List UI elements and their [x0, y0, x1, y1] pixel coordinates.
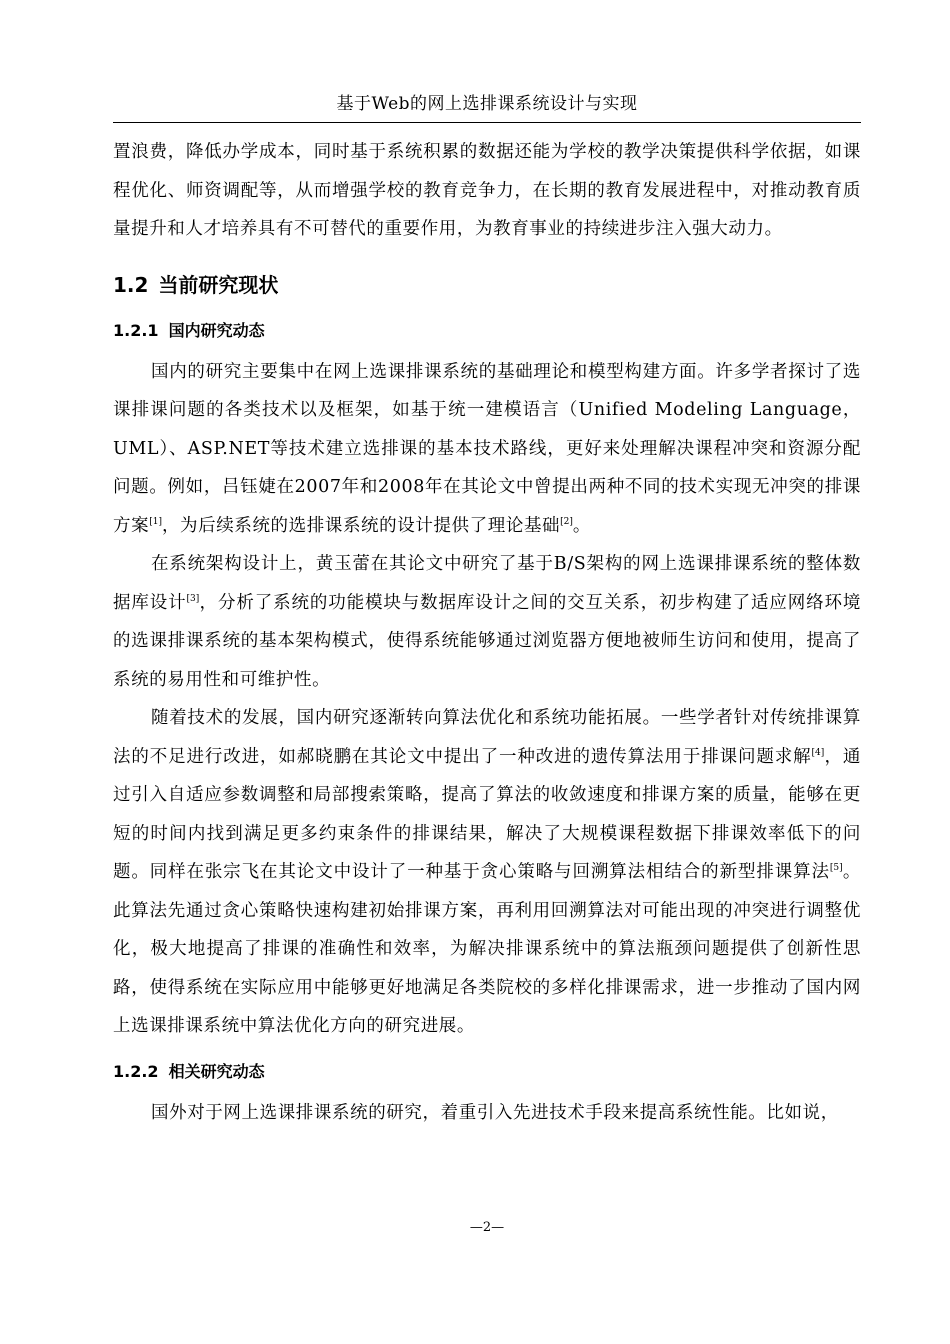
paragraph-architecture: [113, 545, 861, 699]
citation-ref-2: [2]: [560, 516, 573, 527]
subsection-title: 相关研究动态: [168, 1061, 265, 1081]
section-title: 当前研究现状: [158, 272, 279, 297]
paragraph-domestic-theory: [113, 353, 861, 546]
citation-ref-1: [1]: [149, 516, 162, 527]
section-number: 1.2: [113, 272, 149, 297]
paragraph-text: 随着技术的发展，国内研究逐渐转向算法优化和系统功能拓展。一些学者针对传统排课算法的不足进行改进，如郝晓鹏在其论文中提出了一种改进的遗传算法用于排课问题求解: [113, 708, 861, 767]
paragraph-continued: 置浪费，降低办学成本，同时基于系统积累的数据还能为学校的教学决策提供科学依据，如课程优化、师资调配等，从而增强学校的教育竞争力，在长期的教育发展进程中，对推动教育质量提升和人才培养具有不可替代的重要作用，为教育事业的持续进步注入强大动力。: [113, 142, 861, 239]
citation-ref-3: [3]: [186, 593, 200, 604]
page-number: —2—: [469, 1220, 505, 1235]
paragraph-text: 。此算法先通过贪心策略快速构建初始排课方案，再利用回溯算法对可能出现的冲突进行调整优化，极大地提高了排课的准确性和效率，为解决排课系统中的算法瓶颈问题提供了创新性思路，使得系统在实际应用中能够更好地满足各类院校的多样化排课需求，进一步推动了国内网上选课排课系统中算法优化方向的研究进展。: [113, 862, 861, 1036]
header-rule: [113, 122, 861, 123]
paragraph-text: ，为后续系统的选排课系统的设计提供了理论基础: [161, 515, 561, 536]
paragraph-text: 在系统架构设计上，黄玉蕾在其论文中研究了基于B/S架构的网上选课排课系统的整体数据库设计: [113, 554, 861, 613]
page-body: [113, 133, 861, 1132]
citation-ref-5: [5]: [829, 863, 843, 874]
subsection-heading-1-2-2: [113, 1058, 861, 1086]
citation-ref-4: [4]: [811, 747, 825, 758]
page-header: [113, 92, 861, 116]
subsection-number: 1.2.1: [113, 320, 159, 340]
paragraph-text: 国内的研究主要集中在网上选课排课系统的基础理论和模型构建方面。许多学者探讨了选课排课问题的各类技术以及框架，如基于统一建模语言（Unified Modeling Language，UML）、ASP.NET等技术建立选排课的基本技术路线，更好来处理解决课程冲突和资源分配问题。例如，吕钰婕在2007年和2008年在其论文中曾提出两种不同的技术实现无冲突的排课方案: [113, 361, 861, 536]
subsection-title: 国内研究动态: [168, 320, 265, 340]
paragraph-text: ，分析了系统的功能模块与数据库设计之间的交互关系，初步构建了适应网络环境的选课排课系统的基本架构模式，使得系统能够通过浏览器方便地被师生访问和使用，提高了系统的易用性和可维护性。: [113, 592, 861, 690]
page-footer: [113, 1218, 861, 1238]
paragraph-foreign: 国外对于网上选课排课系统的研究，着重引入先进技术手段来提高系统性能。比如说，: [151, 1102, 839, 1123]
section-heading-1-2: [113, 271, 861, 299]
subsection-heading-1-2-1: [113, 317, 861, 345]
paragraph-algorithm: [113, 699, 861, 1046]
paragraph-text: ，通过引入自适应参数调整和局部搜索策略，提高了算法的收敛速度和排课方案的质量，能够在更短的时间内找到满足更多约束条件的排课结果，解决了大规模课程数据下排课效率低下的问题。同样在张宗飞在其论文中设计了一种基于贪心策略与回溯算法相结合的新型排课算法: [113, 746, 861, 882]
header-title: 基于Web的网上选排课系统设计与实现: [336, 94, 638, 114]
subsection-number: 1.2.2: [113, 1061, 159, 1081]
paragraph-text: 。: [572, 515, 592, 536]
